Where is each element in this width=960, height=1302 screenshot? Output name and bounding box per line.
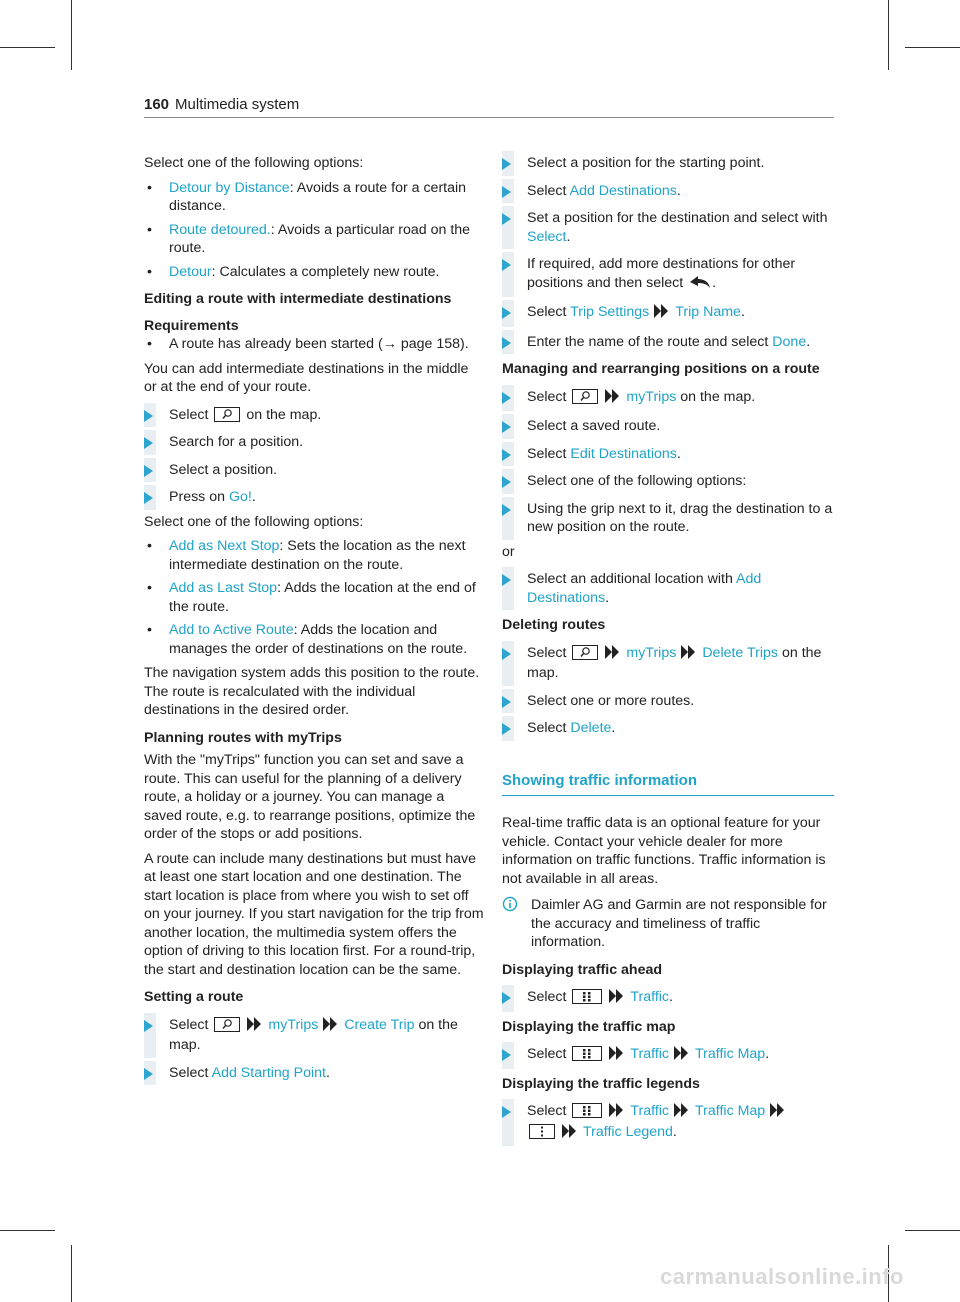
double-chevron-icon	[322, 1017, 338, 1037]
requirements-label: Requirements	[144, 317, 239, 334]
go-link[interactable]: Go!	[228, 489, 252, 505]
step-item: Select myTrips Create Trip on the map.	[144, 1016, 484, 1055]
list-item: • Add as Next Stop: Sets the location as the next intermediate destination on the route.	[144, 537, 484, 574]
search-icon	[214, 1017, 240, 1032]
create-trip-link[interactable]: Create Trip	[344, 1016, 415, 1033]
done-link[interactable]: Done	[772, 333, 807, 350]
right-column	[502, 154, 834, 1149]
section-title: Showing traffic information	[502, 772, 834, 797]
step-arrow-icon	[502, 259, 511, 271]
traffic-link[interactable]: Traffic	[630, 989, 670, 1005]
section-heading: Planning routes with myTrips	[144, 729, 342, 746]
step-item: Set a position for the destination and select with Select.	[502, 209, 834, 246]
section-heading: Setting a route	[144, 989, 244, 1005]
crop-mark	[71, 0, 72, 70]
section-heading: Displaying the traffic legends	[502, 1075, 700, 1092]
mytrips-link[interactable]: myTrips	[268, 1016, 319, 1033]
traffic-map-link[interactable]: Traffic Map	[695, 1103, 766, 1119]
double-chevron-icon	[561, 1124, 577, 1144]
header-divider	[144, 117, 834, 118]
step-arrow-icon	[502, 574, 511, 586]
search-icon	[572, 389, 598, 404]
paragraph: You can add intermediate destinations in the middle or at the end of your route.	[144, 360, 469, 395]
back-arrow-icon[interactable]	[689, 275, 711, 295]
traffic-map-link[interactable]: Traffic Map	[695, 1046, 766, 1062]
double-chevron-icon	[608, 1103, 624, 1123]
list-item: • Detour by Distance: Avoids a route for a certain distance.	[144, 179, 484, 216]
traffic-link[interactable]: Traffic	[630, 1046, 670, 1062]
traffic-legend-link[interactable]: Traffic Legend	[583, 1123, 673, 1140]
edit-destinations-link[interactable]: Edit Destinations	[570, 445, 677, 462]
crop-mark	[905, 1230, 960, 1231]
list-item: • Add to Active Route: Adds the location and manages the order of destinations on the route.	[144, 621, 484, 658]
double-chevron-icon	[673, 1103, 689, 1123]
section-heading: Displaying the traffic map	[502, 1018, 676, 1035]
step-item: Select on the map.	[144, 406, 484, 425]
step-arrow-icon	[144, 1020, 153, 1032]
step-item: Enter the name of the route and select Done.	[502, 333, 834, 352]
step-item: Select a saved route.	[502, 417, 834, 436]
intro-text: Select one of the following options:	[144, 513, 364, 530]
step-arrow-icon	[144, 465, 153, 477]
crop-mark	[888, 0, 889, 70]
grid-menu-icon	[572, 989, 602, 1004]
step-item: Select myTrips on the map.	[502, 388, 834, 409]
step-arrow-icon	[502, 449, 511, 461]
section-heading: Managing and rearranging positions on a route	[502, 361, 820, 377]
step-arrow-icon	[502, 337, 511, 349]
option-list	[144, 179, 484, 282]
add-destinations-link[interactable]: Add Destinations	[527, 571, 762, 606]
mytrips-link[interactable]: myTrips	[626, 644, 677, 661]
step-item: Select myTrips Delete Trips on the map.	[502, 644, 834, 683]
add-as-last-stop-link[interactable]: Add as Last Stop	[169, 580, 278, 596]
double-chevron-icon	[608, 989, 624, 1009]
step-arrow-icon	[502, 307, 511, 319]
step-item: If required, add more destinations for other positions and then select .	[502, 255, 834, 294]
step-arrow-icon	[144, 437, 153, 449]
crop-mark	[905, 47, 960, 48]
step-item: Select Add Starting Point.	[144, 1064, 484, 1083]
page-title: Multimedia system	[175, 96, 300, 113]
step-arrow-icon	[502, 696, 511, 708]
step-item: Select Traffic Traffic Map Traffic Legend.	[502, 1102, 834, 1143]
add-destinations-link[interactable]: Add Destinations	[569, 182, 677, 199]
requirements-list	[144, 335, 484, 354]
more-vertical-icon	[529, 1124, 555, 1139]
note: Daimler AG and Garmin are not responsible for the accuracy and timeliness of traffic information.	[502, 896, 834, 952]
step-item: Select one of the following options:	[502, 472, 834, 491]
double-chevron-icon	[608, 1046, 624, 1066]
search-icon	[572, 645, 598, 660]
step-arrow-icon	[502, 476, 511, 488]
step-item: Select one or more routes.	[502, 692, 834, 711]
list-item: • Add as Last Stop: Adds the location at the end of the route.	[144, 579, 484, 616]
traffic-link[interactable]: Traffic	[630, 1103, 670, 1119]
step-item: Select an additional location with Add Destinations.	[502, 570, 834, 607]
crop-mark	[71, 1245, 72, 1302]
detour-link[interactable]: Detour	[169, 263, 212, 280]
step-arrow-icon	[502, 213, 511, 225]
add-as-next-stop-link[interactable]: Add as Next Stop	[169, 538, 280, 554]
step-item: Press on Go!.	[144, 488, 484, 507]
route-detoured-link[interactable]: Route detoured.	[169, 221, 271, 238]
double-chevron-icon	[604, 645, 620, 665]
delete-link[interactable]: Delete	[570, 720, 612, 736]
trip-settings-link[interactable]: Trip Settings	[570, 304, 650, 320]
delete-trips-link[interactable]: Delete Trips	[702, 644, 779, 661]
detour-by-distance-link[interactable]: Detour by Distance	[169, 179, 290, 196]
double-chevron-icon	[246, 1017, 262, 1037]
step-arrow-icon	[502, 992, 511, 1004]
paragraph: A route can include many destinations but must have at least one start location and one destination. The start location is place from where you wish to set off on your journey. If you start navigation for the trip from another location, the multimedia system offers the option of driving to this location first. For a round-trip, the start and destination location can be the same.	[144, 850, 484, 978]
double-chevron-icon	[769, 1103, 785, 1123]
list-item: • Detour: Calculates a completely new route.	[144, 263, 484, 282]
step-item: Select Add Destinations.	[502, 182, 834, 201]
paragraph: The navigation system adds this position to the route. The route is recalculated with the individual destinations in the desired order.	[144, 665, 480, 718]
select-link[interactable]: Select	[527, 228, 567, 245]
step-arrow-icon	[144, 410, 153, 422]
add-to-active-route-link[interactable]: Add to Active Route	[169, 622, 294, 638]
add-starting-point-link[interactable]: Add Starting Point	[211, 1064, 326, 1081]
step-arrow-icon	[502, 504, 511, 516]
step-arrow-icon	[144, 1068, 153, 1080]
step-arrow-icon	[502, 1106, 511, 1118]
watermark: carmanualsonline.info	[660, 1264, 904, 1289]
step-arrow-icon	[502, 723, 511, 735]
intro-text: Select one of the following options:	[144, 155, 364, 171]
section-heading: Displaying traffic ahead	[502, 961, 663, 978]
option-list	[144, 537, 484, 658]
page-header	[144, 96, 834, 115]
step-item: Using the grip next to it, drag the destination to a new position on the route.	[502, 500, 834, 537]
section-heading: Deleting routes	[502, 617, 606, 633]
paragraph: Real-time traffic data is an optional feature for your vehicle. Contact your vehicle dealer for more information on traffic functions. Traffic information is not available in all areas.	[502, 815, 826, 887]
list-item: • Route detoured.: Avoids a particular road on the route.	[144, 221, 484, 258]
step-arrow-icon	[502, 392, 511, 404]
step-arrow-icon	[502, 158, 511, 170]
paragraph: With the "myTrips" function you can set and save a route. This can useful for the planning of a delivery route, a holiday or a journey. You can manage a saved route, e.g. to rearrange positions, optimize the order of the stops or add positions.	[144, 752, 476, 842]
double-chevron-icon	[680, 645, 696, 665]
step-arrow-icon	[502, 648, 511, 660]
step-item: Select Edit Destinations.	[502, 445, 834, 464]
trip-name-link[interactable]: Trip Name	[675, 304, 741, 320]
step-item: Select Traffic Traffic Map.	[502, 1045, 834, 1066]
crop-mark	[0, 47, 55, 48]
page-number: 160	[144, 96, 170, 113]
double-chevron-icon	[673, 1046, 689, 1066]
mytrips-link[interactable]: myTrips	[626, 388, 677, 405]
step-arrow-icon	[502, 186, 511, 198]
grid-menu-icon	[572, 1046, 602, 1061]
step-item: Select a position for the starting point.	[502, 154, 834, 173]
list-item: • A route has already been started (→ page 158).	[144, 335, 484, 354]
step-arrow-icon	[144, 492, 153, 504]
step-arrow-icon	[502, 1049, 511, 1061]
step-item: Select Trip Settings Trip Name.	[502, 303, 834, 324]
grid-menu-icon	[572, 1103, 602, 1118]
info-note-icon	[502, 896, 518, 918]
step-item: Select Traffic.	[502, 988, 834, 1009]
step-arrow-icon	[502, 421, 511, 433]
search-icon	[214, 407, 240, 422]
or-text: or	[502, 543, 515, 560]
double-chevron-icon	[653, 304, 669, 324]
step-item: Select a position.	[144, 461, 484, 480]
step-item: Search for a position.	[144, 433, 484, 452]
section-heading: Editing a route with intermediate destinations	[144, 291, 452, 307]
left-column	[144, 154, 484, 1088]
crop-mark	[0, 1230, 55, 1231]
double-chevron-icon	[604, 389, 620, 409]
step-item: Select Delete.	[502, 719, 834, 738]
